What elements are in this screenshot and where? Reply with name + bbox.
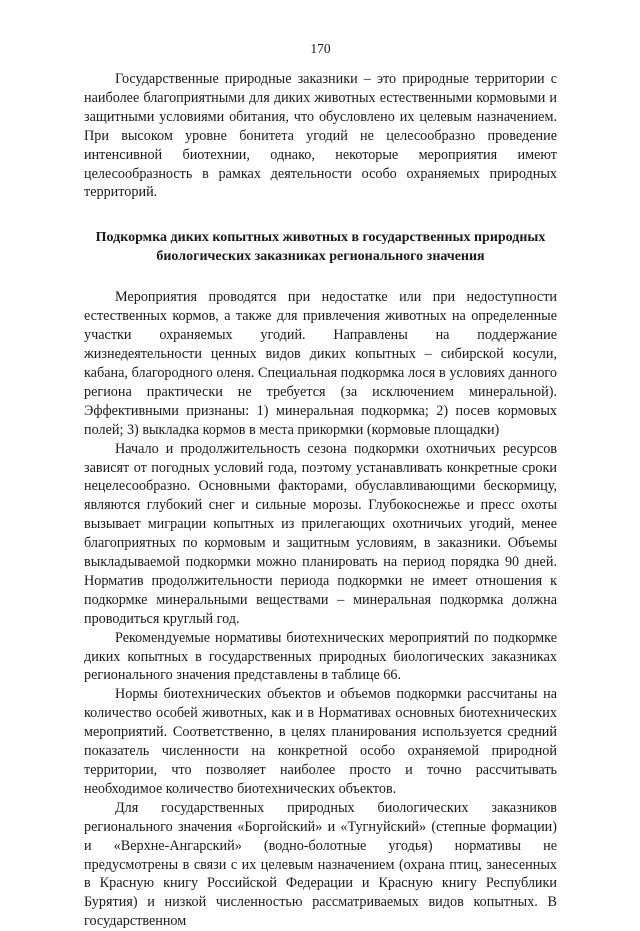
body-paragraph-4: Нормы биотехнических объектов и объемов подкормки рассчитаны на количество особей животных, как и в Нормативах основных биотехнических мероприятий. Соответственно, в целях планирования используется средний показатель численности на конкретной особо охраняемой природной территории, что позволяет наиболее просто и точно рассчитывать необходимое количество биотехнических объектов. xyxy=(84,686,557,797)
section-heading xyxy=(84,228,557,266)
heading-spacer xyxy=(84,266,557,288)
section-heading-line-2: биологических заказниках регионального значения xyxy=(156,249,485,265)
body-paragraph-1: Мероприятия проводятся при недостатке или при недоступности естественных кормов, а также для привлечения животных на определенные участки охраняемых угодий. Направлены на поддержание жизнедеятельности ценных видов диких копытных – сибирской косули, кабана, благородного оленя. Специальная подкормка лося в условиях данного региона практически не требуется (за исключением минеральной). Эффективными признаны: 1) минеральная подкормка; 2) посев кормовых полей; 3) выкладка кормов в места прикормки (кормовые площадки) xyxy=(84,289,557,438)
section-heading-line-1: Подкормка диких копытных животных в государственных природных xyxy=(95,230,546,246)
document-page xyxy=(84,40,557,931)
body-paragraph-5: Для государственных природных биологических заказников регионального значения «Боргойский» и «Тугнуйский» (степные формации) и «Верхне-Ангарский» (водно-болотные угодья) нормативы не предусмотрены в связи с их целевым назначением (охрана птиц, занесенных в Красную книгу Российской Федерации и Красную книгу Республики Бурятия) и низкой численностью рассматриваемых видов копытных. В государственном xyxy=(84,799,557,930)
page-number: 170 xyxy=(310,41,331,56)
intro-paragraph: Государственные природные заказники – это природные территории с наиболее благоприятными для диких животных естественными кормовыми и защитными условиями обитания, что обусловлено их целевым назначением. При высоком уровне бонитета угодий не целесообразно проведение интенсивной биотехнии, однако, некоторые мероприятия имеют целесообразность в рамках деятельности особо охраняемых природных территорий. xyxy=(84,71,557,201)
body-paragraph-3: Рекомендуемые нормативы биотехнических мероприятий по подкормке диких копытных в государственных природных биологических заказниках регионального значения представлены в таблице 66. xyxy=(84,629,557,684)
body-paragraph-2: Начало и продолжительность сезона подкормки охотничьих ресурсов зависят от погодных условий года, поэтому устанавливать конкретные сроки нецелесообразно. Основными факторами, обуславливающими бескормицу, являются глубокий снег и сильные морозы. Глубокоснежье и пресс охоты вызывает миграции копытных из прилегающих охотничьих угодий, менее благоприятных по кормовым и защитным условиям, в заказники. Объемы выкладываемой подкормки можно планировать на период порядка 90 дней. Норматив продолжительности периода подкормки не имеет отношения к подкормке минеральными веществами – минеральная подкормка должна проводиться круглый год. xyxy=(84,440,557,627)
